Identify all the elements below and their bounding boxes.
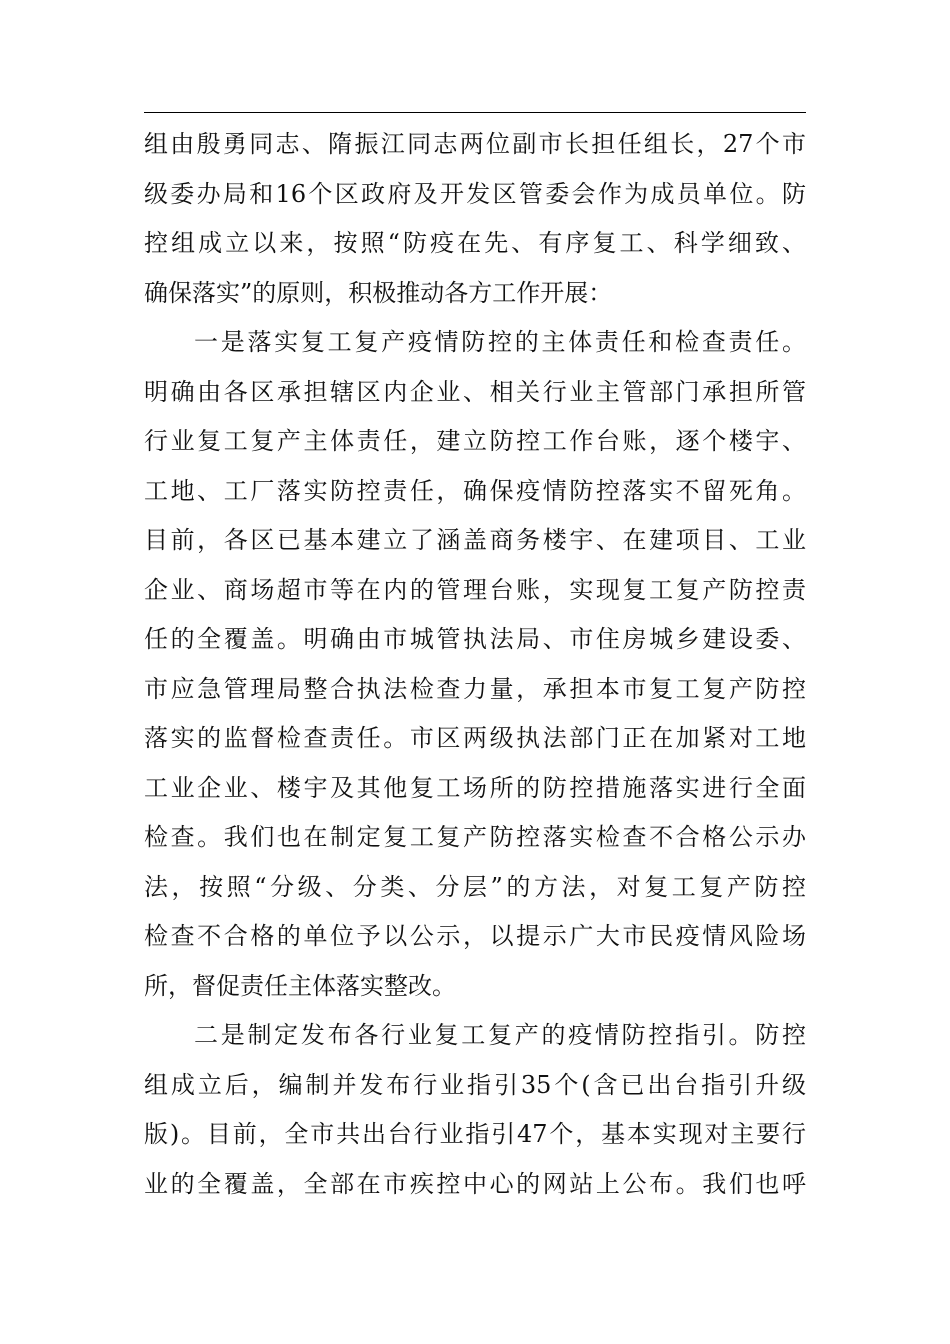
text-line: 法，按照“分级、分类、分层”的方法，对复工复产防控 xyxy=(144,872,806,901)
text-line: 组成立后，编制并发布行业指引35个(含已出台指引升级 xyxy=(144,1070,806,1099)
text-line: 版)。目前，全市共出台行业指引47个，基本实现对主要行 xyxy=(144,1120,806,1148)
text-line: 企业、商场超市等在内的管理台账，实现复工复产防控责 xyxy=(144,575,806,604)
text-line: 级委办局和16个区政府及开发区管委会作为成员单位。防 xyxy=(144,179,806,208)
text-line: 落实的监督检查责任。市区两级执法部门正在加紧对工地 xyxy=(144,724,806,752)
text-line: 二是制定发布各行业复工复产的疫情防控指引。防控 xyxy=(194,1021,806,1049)
text-line: 市应急管理局整合执法检查力量，承担本市复工复产防控 xyxy=(144,674,806,703)
text-line: 组由殷勇同志、隋振江同志两位副市长担任组长，27个市 xyxy=(144,130,806,158)
text-line: 工地、工厂落实防控责任，确保疫情防控落实不留死角。 xyxy=(144,476,806,505)
text-line: 业的全覆盖，全部在市疾控中心的网站上公布。我们也呼 xyxy=(144,1169,806,1198)
text-line: 控组成立以来，按照“防疫在先、有序复工、科学细致、 xyxy=(144,229,806,257)
text-line: 检查不合格的单位予以公示，以提示广大市民疫情风险场 xyxy=(144,922,806,950)
text-line: 所，督促责任主体落实整改。 xyxy=(144,971,456,1000)
header-rule xyxy=(144,112,806,113)
text-line: 工业企业、楼宇及其他复工场所的防控措施落实进行全面 xyxy=(144,773,806,802)
text-line: 任的全覆盖。明确由市城管执法局、市住房城乡建设委、 xyxy=(144,625,806,653)
text-line: 目前，各区已基本建立了涵盖商务楼宇、在建项目、工业 xyxy=(144,526,806,554)
text-line: 确保落实”的原则，积极推动各方工作开展： xyxy=(144,278,613,307)
text-line: 明确由各区承担辖区内企业、相关行业主管部门承担所管 xyxy=(144,377,806,406)
document-body xyxy=(144,120,806,1209)
text-line: 一是落实复工复产疫情防控的主体责任和检查责任。 xyxy=(194,328,806,356)
text-line: 行业复工复产主体责任，建立防控工作台账，逐个楼宇、 xyxy=(144,427,806,455)
text-line: 检查。我们也在制定复工复产防控落实检查不合格公示办 xyxy=(144,823,806,851)
